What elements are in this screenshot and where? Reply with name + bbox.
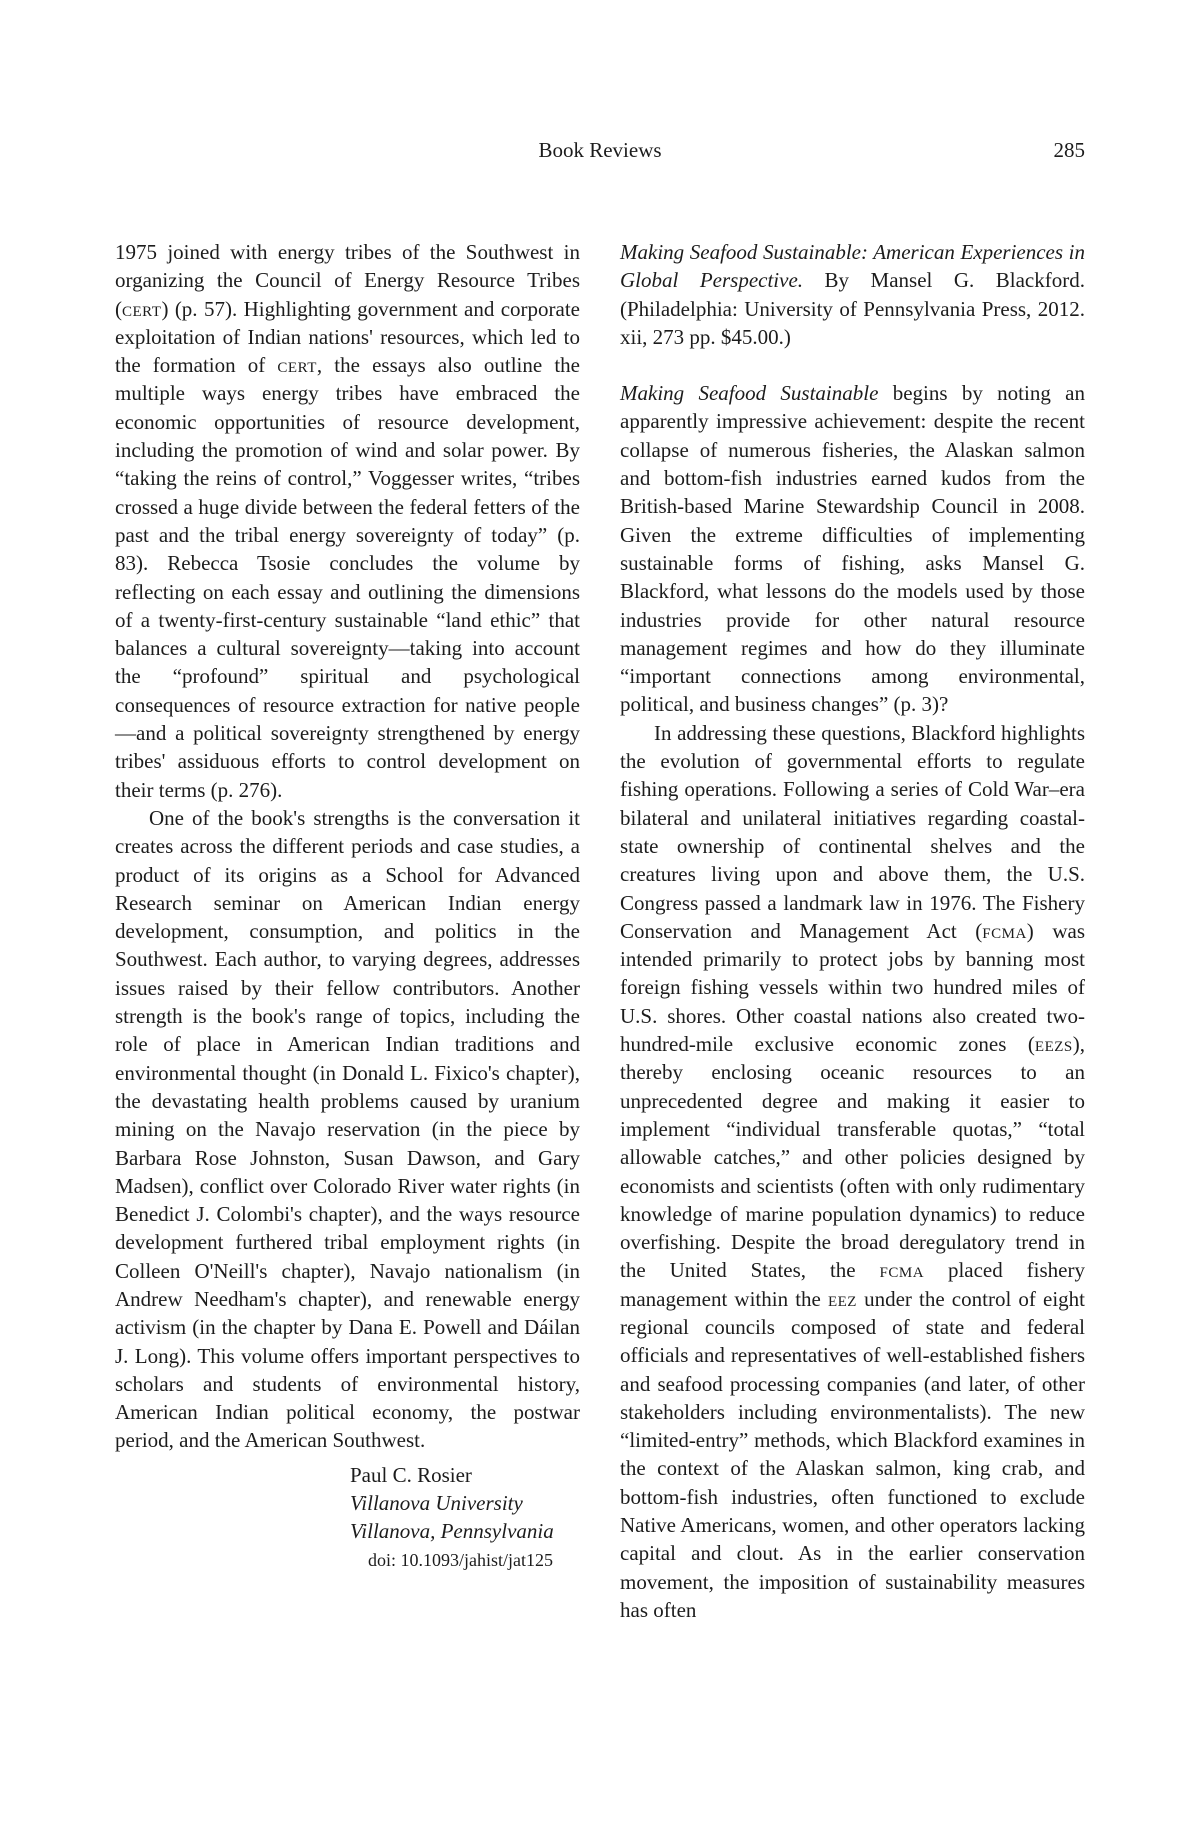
- book-citation: By Mansel G. Blackford. (Philadelphia: University of Pennsylvania Press, 2012. xii, 273 pp. $45.00.): [620, 268, 1085, 349]
- paragraph-text: ) (p. 57). Highlighting government and corporate exploitation of Indian nations' resources, which led to the formation of: [115, 296, 580, 378]
- paragraph: One of the book's strengths is the conversation it creates across the different periods and case studies, a product of its origins as a School for Advanced Research seminar on American Indian energy development, consumption, and politics in the Southwest. Each author, to varying degrees, addresses issues raised by their fellow contributors. Another strength is the book's range of topics, including the role of place in American Indian traditions and environmental thought (in Donald L. Fixico's chapter), the devastating health problems caused by uranium mining on the Navajo reservation (in the piece by Barbara Rose Johnston, Susan Dawson, and Gary Madsen), conflict over Colorado River water rights (in Benedict J. Colombi's chapter), and the ways resource development furthered tribal employment rights (in Colleen O'Neill's chapter), Navajo nationalism (in Andrew Needham's chapter), and renewable energy activism (in the chapter by Dana E. Powell and Dáilan J. Long). This volume offers important perspectives to scholars and students of environmental history, American Indian political economy, the postwar period, and the American Southwest.: [115, 805, 580, 1453]
- abbreviation-eezs: eezs: [1034, 1032, 1073, 1057]
- abbreviation-cert: cert: [122, 296, 162, 321]
- reviewer-affiliation: Villanova University: [350, 1491, 523, 1516]
- paragraph-text: In addressing these questions, Blackford highlights the evolution of governmental efforts to regulate fishing operations. Following a series of Cold War–era bilateral and unilateral initiatives regarding coastal-state ownership of continental shelves and the creatures living upon and above them, the U.S. Congress passed a landmark law in 1976. The Fishery Conservation and Management Act (: [620, 720, 1085, 943]
- abbreviation-fcma: fcma: [879, 1258, 925, 1283]
- paragraph-text: ) was intended primarily to protect jobs by banning most foreign fishing vessels within two hundred miles of U.S. shores. Other coastal nations also created two-hundred-mile exclusive economic zones (: [620, 918, 1085, 1057]
- page-number: 285: [1053, 138, 1085, 162]
- reviewer-location: Villanova, Pennsylvania: [350, 1519, 554, 1544]
- reviewer-name: Paul C. Rosier: [350, 1462, 472, 1487]
- abbreviation-fcma: fcma: [982, 918, 1027, 943]
- left-column: [115, 238, 580, 1574]
- book-headnote: [620, 238, 1085, 351]
- paragraph-text: ), thereby enclosing oceanic resources to an unprecedented degree and making it easier to implement “individual transferable quotas,” “total allowable catches,” and other policies designed by economists and scientists (often with only rudimentary knowledge of marine population dynamics) to reduce overfishing. Despite the broad deregulatory trend in the United States, the: [620, 1032, 1085, 1283]
- right-column: [620, 238, 1085, 1624]
- running-header: [115, 138, 1085, 168]
- running-title: Book Reviews: [538, 138, 662, 162]
- abbreviation-eez: eez: [827, 1286, 857, 1311]
- paragraph-text: begins by noting an apparently impressive achievement: despite the recent collapse of numerous fisheries, the Alaskan salmon and bottom-fish industries earned kudos from the British-based Marine Stewardship Council in 2008. Given the extreme difficulties of implementing sustainable forms of fishing, asks Mansel G. Blackford, what lessons do the models used by those industries provide for other natural resource management regimes and how do they illuminate “important connections among environmental, political, and business changes” (p. 3)?: [620, 381, 1085, 717]
- abbreviation-cert: cert: [277, 353, 317, 378]
- paragraph-text: placed fishery management within the: [620, 1258, 1085, 1311]
- book-title: Making Seafood Sustainable: American Experiences in Global Perspective.: [620, 240, 1085, 293]
- paragraph-text: , the essays also outline the multiple ways energy tribes have embraced the economic opportunities of resource development, including the promotion of wind and solar power. By “taking the reins of control,” Voggesser writes, “tribes crossed a huge divide between the federal fetters of the past and the tribal energy sovereignty of today” (p. 83). Rebecca Tsosie concludes the volume by reflecting on each essay and outlining the dimensions of a twenty-first-century sustainable “land ethic” that balances a cultural sovereignty—taking into account the “profound” spiritual and psychological consequences of resource extraction for native people—and a political sovereignty strengthened by energy tribes' assiduous efforts to control development on their terms (p. 276).: [115, 353, 580, 802]
- paragraph-text: under the control of eight regional councils composed of state and federal officials and representatives of well-established fishers and seafood processing companies (and later, of other stakeholders including environmentalists). The new “limited-entry” methods, which Blackford examines in the context of the Alaskan salmon, king crab, and bottom-fish industries, often functioned to exclude Native Americans, women, and other operators lacking capital and clout. As in the earlier conservation movement, the imposition of sustainability measures has often: [620, 1286, 1085, 1622]
- paragraph: [620, 719, 1085, 1625]
- book-title-inline: Making Seafood Sustainable: [620, 381, 879, 406]
- doi-link[interactable]: doi: 10.1093/jahist/jat125: [368, 1549, 553, 1570]
- paragraph-continued: [115, 238, 580, 804]
- paragraph-text: 1975 joined with energy tribes of the Southwest in organizing the Council of Energy Resource Tribes (: [115, 240, 580, 321]
- paragraph: [620, 379, 1085, 719]
- reviewer-signature: [350, 1461, 580, 1574]
